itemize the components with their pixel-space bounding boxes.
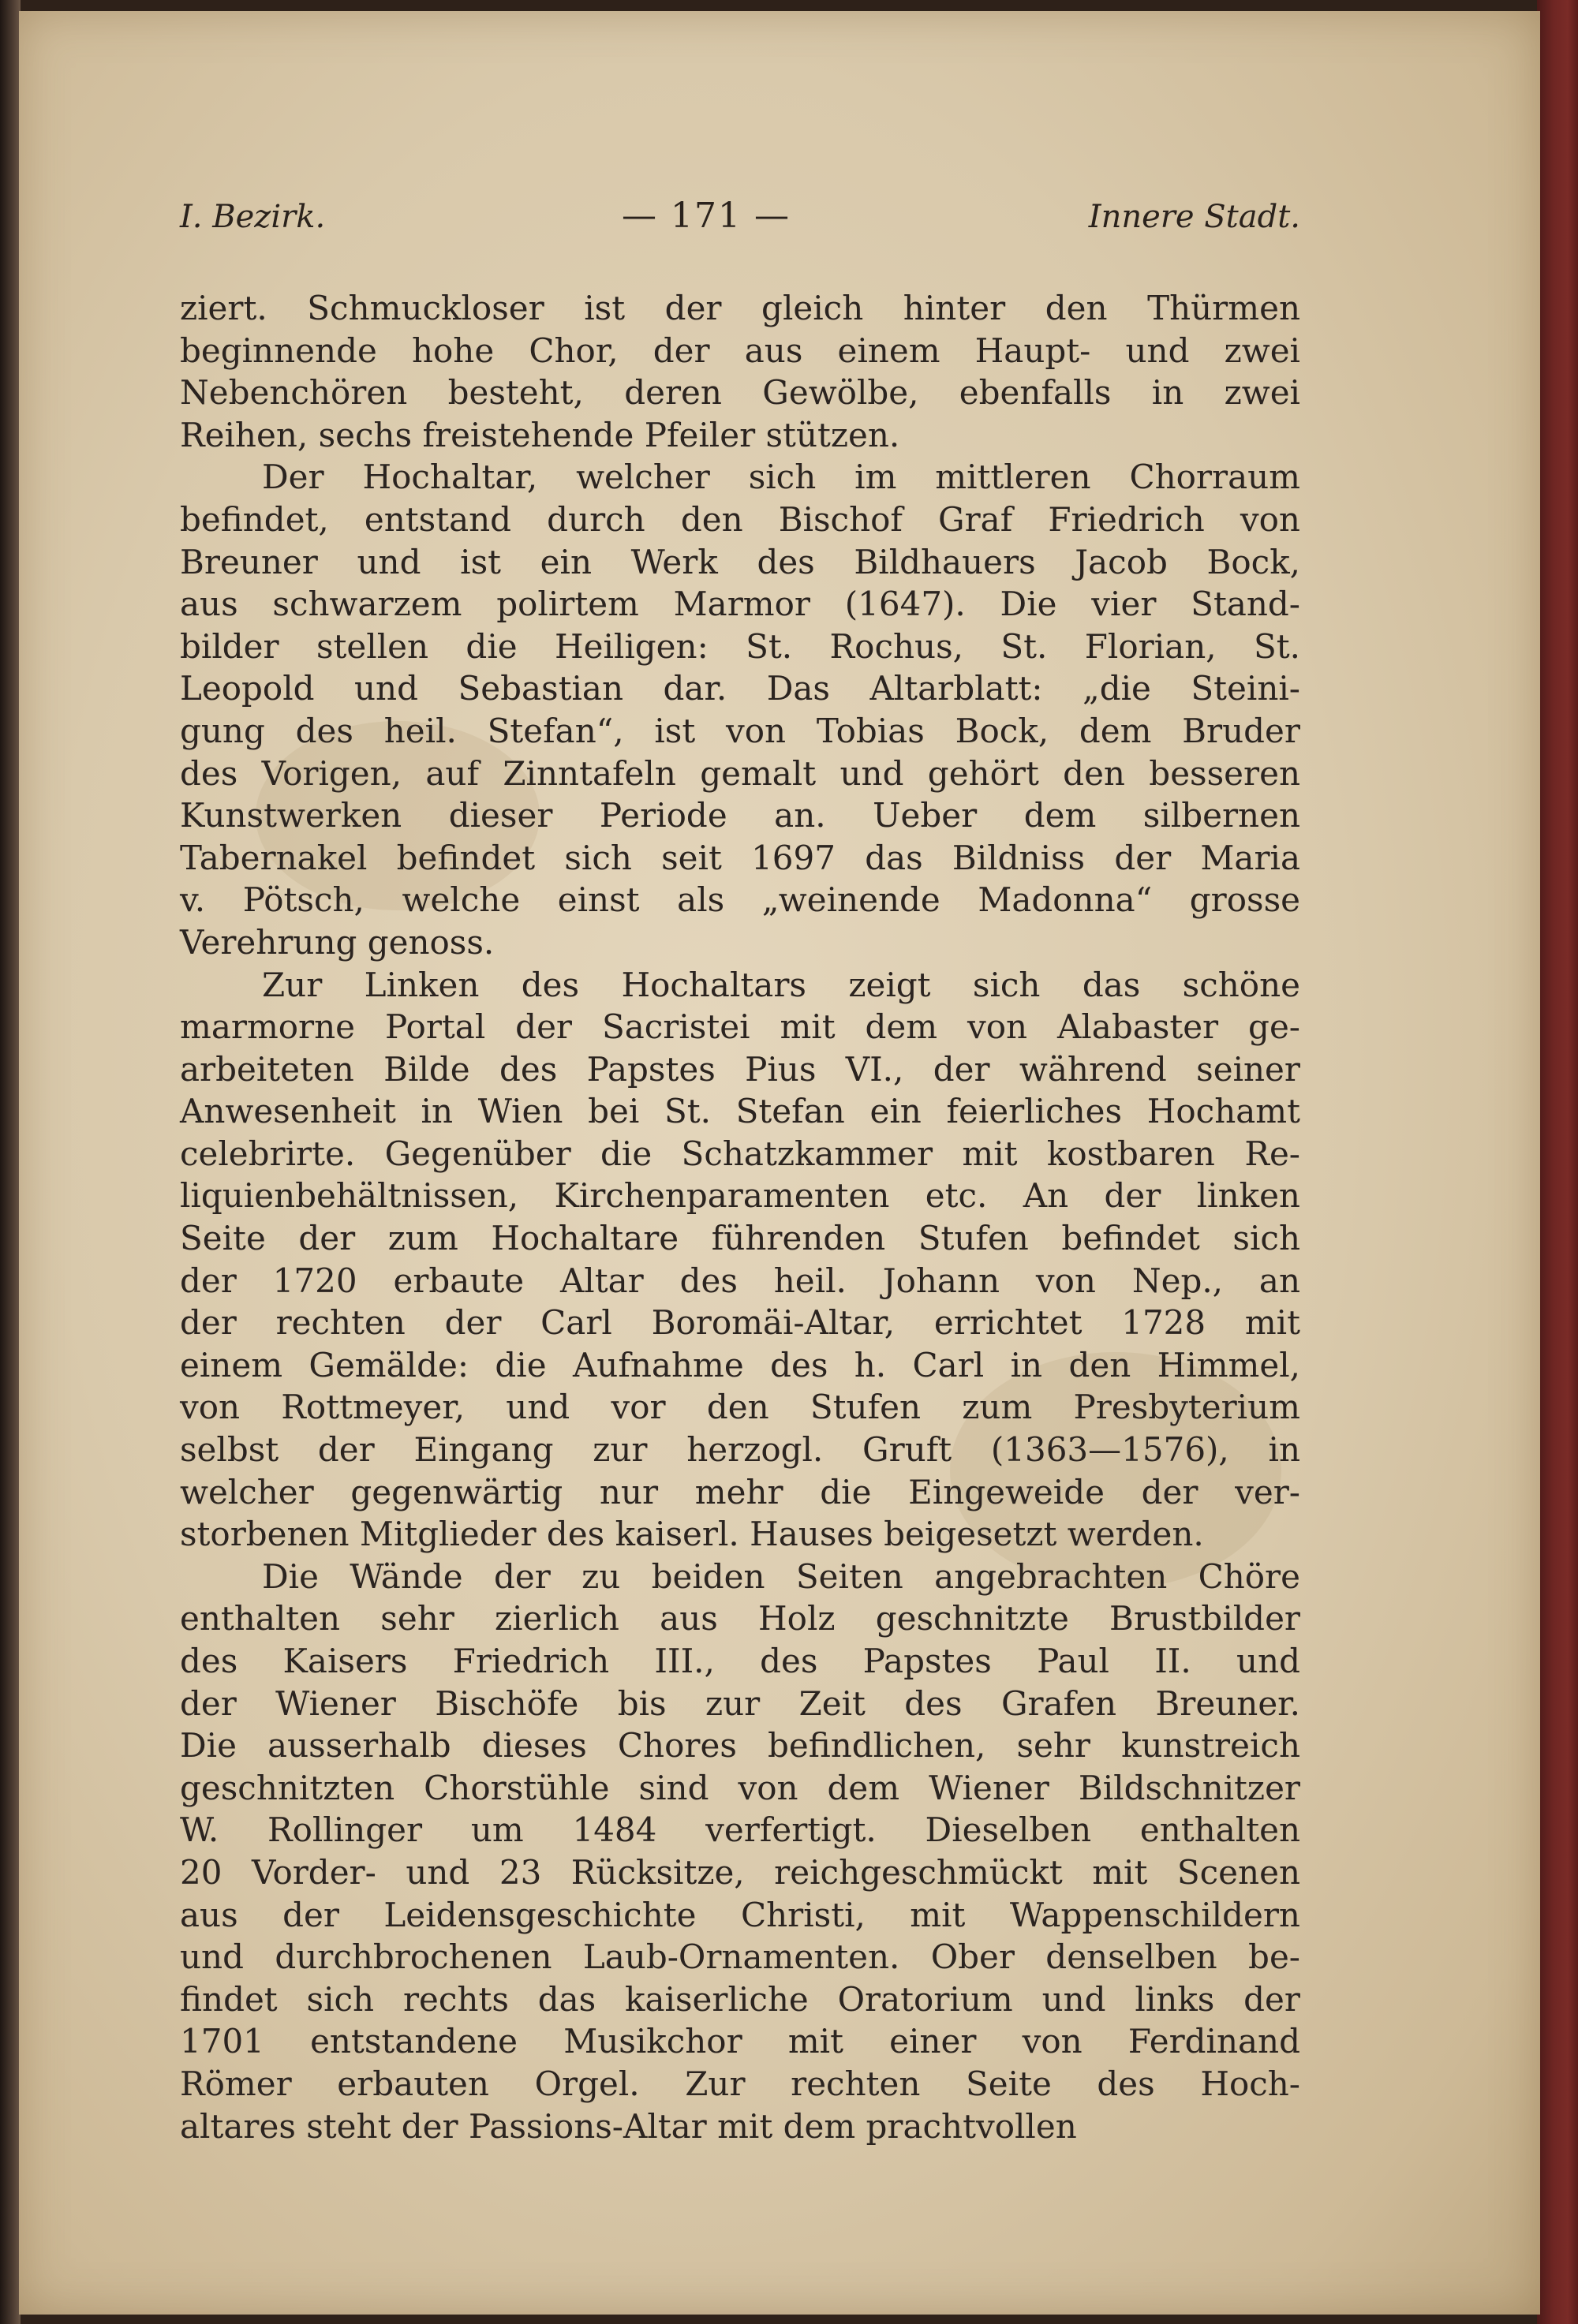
text-line: storbenen Mitglieder des kaiserl. Hauses beigesetzt werden.: [180, 1515, 1204, 1554]
text-line: einem Gemälde: die Aufnahme des h. Carl in den Himmel,: [180, 1345, 1300, 1384]
running-head: [180, 196, 1300, 254]
book-page: [19, 11, 1540, 2315]
text-line: Nebenchören besteht, deren Gewölbe, ebenfalls in zwei: [180, 373, 1300, 413]
text-line: und durchbrochenen Laub-Ornamenten. Ober denselben be-: [180, 1937, 1300, 1977]
text-line: bilder stellen die Heiligen: St. Rochus, St. Florian, St.: [180, 626, 1300, 666]
text-line: marmorne Portal der Sacristei mit dem von Alabaster ge-: [180, 1007, 1300, 1047]
text-line: findet sich rechts das kaiserliche Oratorium und links der: [180, 1979, 1300, 2019]
text-line: celebrirte. Gegenüber die Schatzkammer mit kostbaren Re-: [180, 1134, 1300, 1173]
text-line: von Rottmeyer, und vor den Stufen zum Presbyterium: [180, 1388, 1300, 1427]
text-line: Tabernakel befindet sich seit 1697 das Bildniss der Maria: [180, 838, 1300, 877]
text-line: Seite der zum Hochaltare führenden Stufen befindet sich: [180, 1219, 1300, 1258]
text-line: ziert. Schmuckloser ist der gleich hinter den Thürmen: [180, 289, 1300, 327]
text-line: v. Pötsch, welche einst als „weinende Madonna“ grosse: [180, 880, 1300, 920]
text-line: Die Wände der zu beiden Seiten angebrachten Chöre: [262, 1556, 1300, 1596]
text-line: W. Rollinger um 1484 verfertigt. Dieselben enthalten: [180, 1810, 1300, 1850]
text-line: Leopold und Sebastian dar. Das Altarblatt: „die Steini-: [180, 669, 1300, 708]
text-line: der rechten der Carl Boromäi-Altar, errichtet 1728 mit: [180, 1303, 1300, 1343]
book-cover-edge: [1537, 0, 1578, 2324]
text-line: Anwesenheit in Wien bei St. Stefan ein feierliches Hochamt: [180, 1092, 1300, 1131]
text-line: liquienbehältnissen, Kirchenparamenten etc. An der linken: [180, 1176, 1300, 1216]
text-line: Der Hochaltar, welcher sich im mittleren Chorraum: [262, 458, 1300, 497]
header-section: Innere Stadt.: [1088, 199, 1300, 235]
text-line: enthalten sehr zierlich aus Holz geschnitzte Brustbilder: [180, 1599, 1300, 1638]
text-line: Kunstwerken dieser Periode an. Ueber dem silbernen: [180, 796, 1300, 835]
text-line: aus schwarzem polirtem Marmor (1647). Die vier Stand-: [180, 585, 1300, 624]
text-line: befindet, entstand durch den Bischof Graf Friedrich von: [180, 499, 1300, 539]
text-line: Reihen, sechs freistehende Pfeiler stützen.: [180, 415, 900, 454]
page-number: — 171 —: [622, 196, 791, 236]
text-line: der Wiener Bischöfe bis zur Zeit des Grafen Breuner.: [180, 1683, 1300, 1723]
text-line: altares steht der Passions-Altar mit dem prachtvollen: [180, 2106, 1077, 2146]
text-line: Die ausserhalb dieses Chores befindlichen, sehr kunstreich: [180, 1726, 1300, 1765]
text-line: 20 Vorder- und 23 Rücksitze, reichgeschmückt mit Scenen: [180, 1852, 1300, 1892]
text-line: welcher gegenwärtig nur mehr die Eingeweide der ver-: [180, 1472, 1300, 1511]
text-line: arbeiteten Bilde des Papstes Pius VI., der während seiner: [180, 1049, 1300, 1089]
body-text: [180, 287, 1300, 2147]
text-line: Verehrung genoss.: [180, 922, 495, 962]
text-line: 1701 entstandene Musikchor mit einer von Ferdinand: [180, 2022, 1300, 2061]
text-line: aus der Leidensgeschichte Christi, mit Wappenschildern: [180, 1895, 1300, 1934]
text-line: gung des heil. Stefan“, ist von Tobias Bock, dem Bruder: [180, 711, 1300, 750]
text-line: Breuner und ist ein Werk des Bildhauers Jacob Bock,: [180, 542, 1300, 581]
text-line: des Vorigen, auf Zinntafeln gemalt und gehört den besseren: [180, 753, 1300, 793]
text-line: des Kaisers Friedrich III., des Papstes Paul II. und: [180, 1642, 1300, 1680]
text-line: beginnende hohe Chor, der aus einem Haupt- und zwei: [180, 331, 1300, 370]
text-line: geschnitzten Chorstühle sind von dem Wiener Bildschnitzer: [180, 1768, 1300, 1807]
binding-shadow: [0, 0, 21, 2324]
text-line: der 1720 erbaute Altar des heil. Johann von Nep., an: [180, 1261, 1300, 1300]
header-district: I. Bezirk.: [180, 199, 326, 235]
text-line: Römer erbauten Orgel. Zur rechten Seite des Hoch-: [180, 2064, 1300, 2103]
text-line: Zur Linken des Hochaltars zeigt sich das schöne: [262, 965, 1300, 1004]
text-line: selbst der Eingang zur herzogl. Gruft (1363—1576), in: [180, 1430, 1300, 1470]
